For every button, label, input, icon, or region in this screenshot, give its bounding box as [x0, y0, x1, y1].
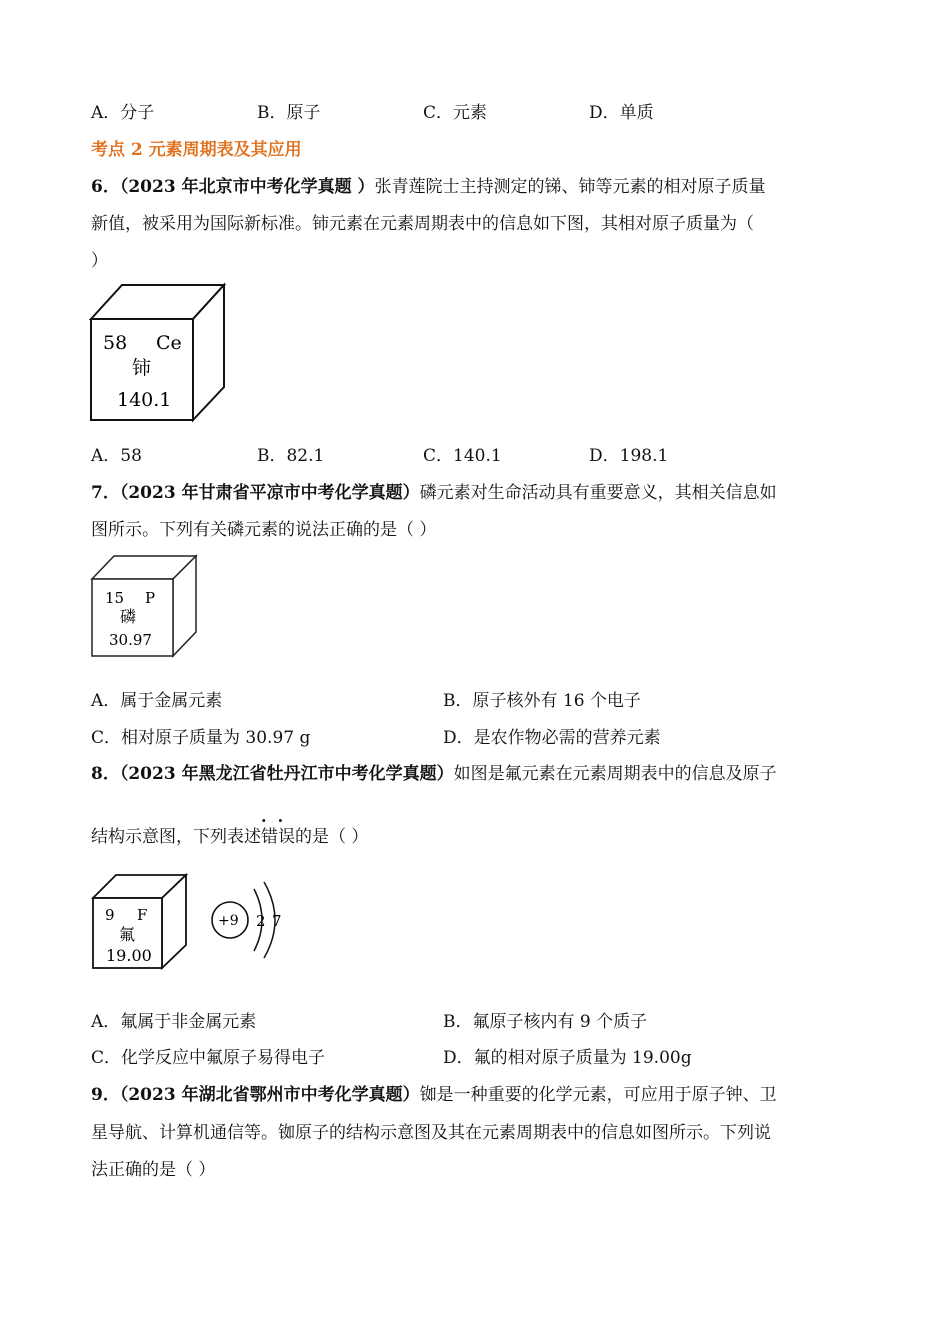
q9-number: 9．	[91, 1085, 120, 1105]
q8-option-d[interactable]: D．氟的相对原子质量为 19.00g	[443, 1048, 692, 1068]
q7-text-2: 图所示。下列有关磷元素的说法正确的是（ ）	[91, 520, 437, 540]
q8-text-1: 如图是氟元素在元素周期表中的信息及原子	[453, 764, 777, 784]
q6-source: （2023 年北京市中考化学真题 ）	[119, 177, 375, 197]
q6-atomic-number: 58	[103, 332, 128, 354]
emphasis-dots: ··	[261, 811, 295, 830]
q8-atomic-number: 9	[105, 906, 115, 924]
q6-option-c[interactable]: C．140.1	[423, 446, 502, 466]
q7-option-c[interactable]: C．相对原子质量为 30.97 g	[91, 728, 311, 748]
q9-text-3: 法正确的是（ ）	[91, 1160, 216, 1180]
q7-element-symbol: P	[145, 589, 156, 607]
nucleus-charge: +9	[218, 913, 239, 929]
q7-element-name: 磷	[120, 607, 137, 626]
q6-text-1: 张青莲院士主持测定的锑、铈等元素的相对原子质量	[374, 177, 766, 197]
q6-element-symbol: Ce	[156, 332, 182, 354]
q8-line-2	[91, 811, 369, 849]
q8-emphasis-word: 错误	[261, 827, 295, 847]
q6-number: 6．	[91, 177, 120, 197]
q7-source: （2023 年甘肃省平凉市中考化学真题）	[119, 483, 420, 503]
q8-figure	[89, 872, 299, 972]
q9-text-2: 星导航、计算机通信等。铷原子的结构示意图及其在元素周期表中的信息如图所示。下列说	[91, 1123, 771, 1143]
q6-option-d[interactable]: D．198.1	[589, 446, 669, 466]
q6-element-cell-figure	[88, 281, 228, 423]
section-title: 考点 2 元素周期表及其应用	[91, 140, 302, 160]
q8-option-a[interactable]: A．氟属于非金属元素	[91, 1012, 257, 1032]
prev-option-c: C．元素	[423, 103, 488, 123]
prev-option-a: A．分子	[91, 103, 155, 123]
q8-atomic-mass: 19.00	[106, 946, 152, 965]
q8-number: 8．	[91, 764, 120, 784]
shell-1-electrons: 2	[256, 912, 266, 930]
q6-line-1	[91, 175, 766, 199]
prev-option-b: B．原子	[257, 103, 321, 123]
q7-atomic-mass: 30.97	[109, 631, 152, 649]
q7-text-1: 磷元素对生命活动具有重要意义，其相关信息如	[419, 483, 777, 503]
q9-text-1: 铷是一种重要的化学元素，可应用于原子钟、卫	[419, 1085, 777, 1105]
shell-2-electrons: 7	[272, 912, 282, 930]
q8-line-1	[91, 762, 777, 786]
q7-atomic-number: 15	[105, 589, 125, 607]
q8-text-2-pre: 结构示意图，下列表述	[91, 827, 261, 847]
prev-option-d: D．单质	[589, 103, 654, 123]
q6-text-3: ）	[91, 251, 108, 271]
q7-option-a[interactable]: A．属于金属元素	[91, 691, 223, 711]
q7-element-cell-figure	[89, 553, 201, 659]
q7-option-b[interactable]: B．原子核外有 16 个电子	[443, 691, 641, 711]
q8-emphasis	[261, 811, 295, 847]
q7-line-1	[91, 481, 777, 505]
q6-option-b[interactable]: B．82.1	[257, 446, 325, 466]
q8-option-c[interactable]: C．化学反应中氟原子易得电子	[91, 1048, 326, 1068]
q9-line-1	[91, 1083, 777, 1107]
q7-number: 7．	[91, 483, 120, 503]
q8-option-b[interactable]: B．氟原子核内有 9 个质子	[443, 1012, 648, 1032]
q6-element-name: 铈	[132, 357, 152, 379]
q8-element-symbol: F	[137, 906, 148, 924]
q8-source: （2023 年黑龙江省牡丹江市中考化学真题）	[119, 764, 454, 784]
q8-element-name: 氟	[119, 925, 136, 944]
q9-source: （2023 年湖北省鄂州市中考化学真题）	[119, 1085, 420, 1105]
q7-option-d[interactable]: D．是农作物必需的营养元素	[443, 728, 661, 748]
q8-text-2-post: 的是（ ）	[295, 827, 369, 847]
q6-option-a[interactable]: A．58	[91, 446, 142, 466]
q6-text-2: 新值，被采用为国际新标准。铈元素在元素周期表中的信息如下图，其相对原子质量为（	[91, 214, 754, 234]
q6-atomic-mass: 140.1	[117, 389, 172, 411]
